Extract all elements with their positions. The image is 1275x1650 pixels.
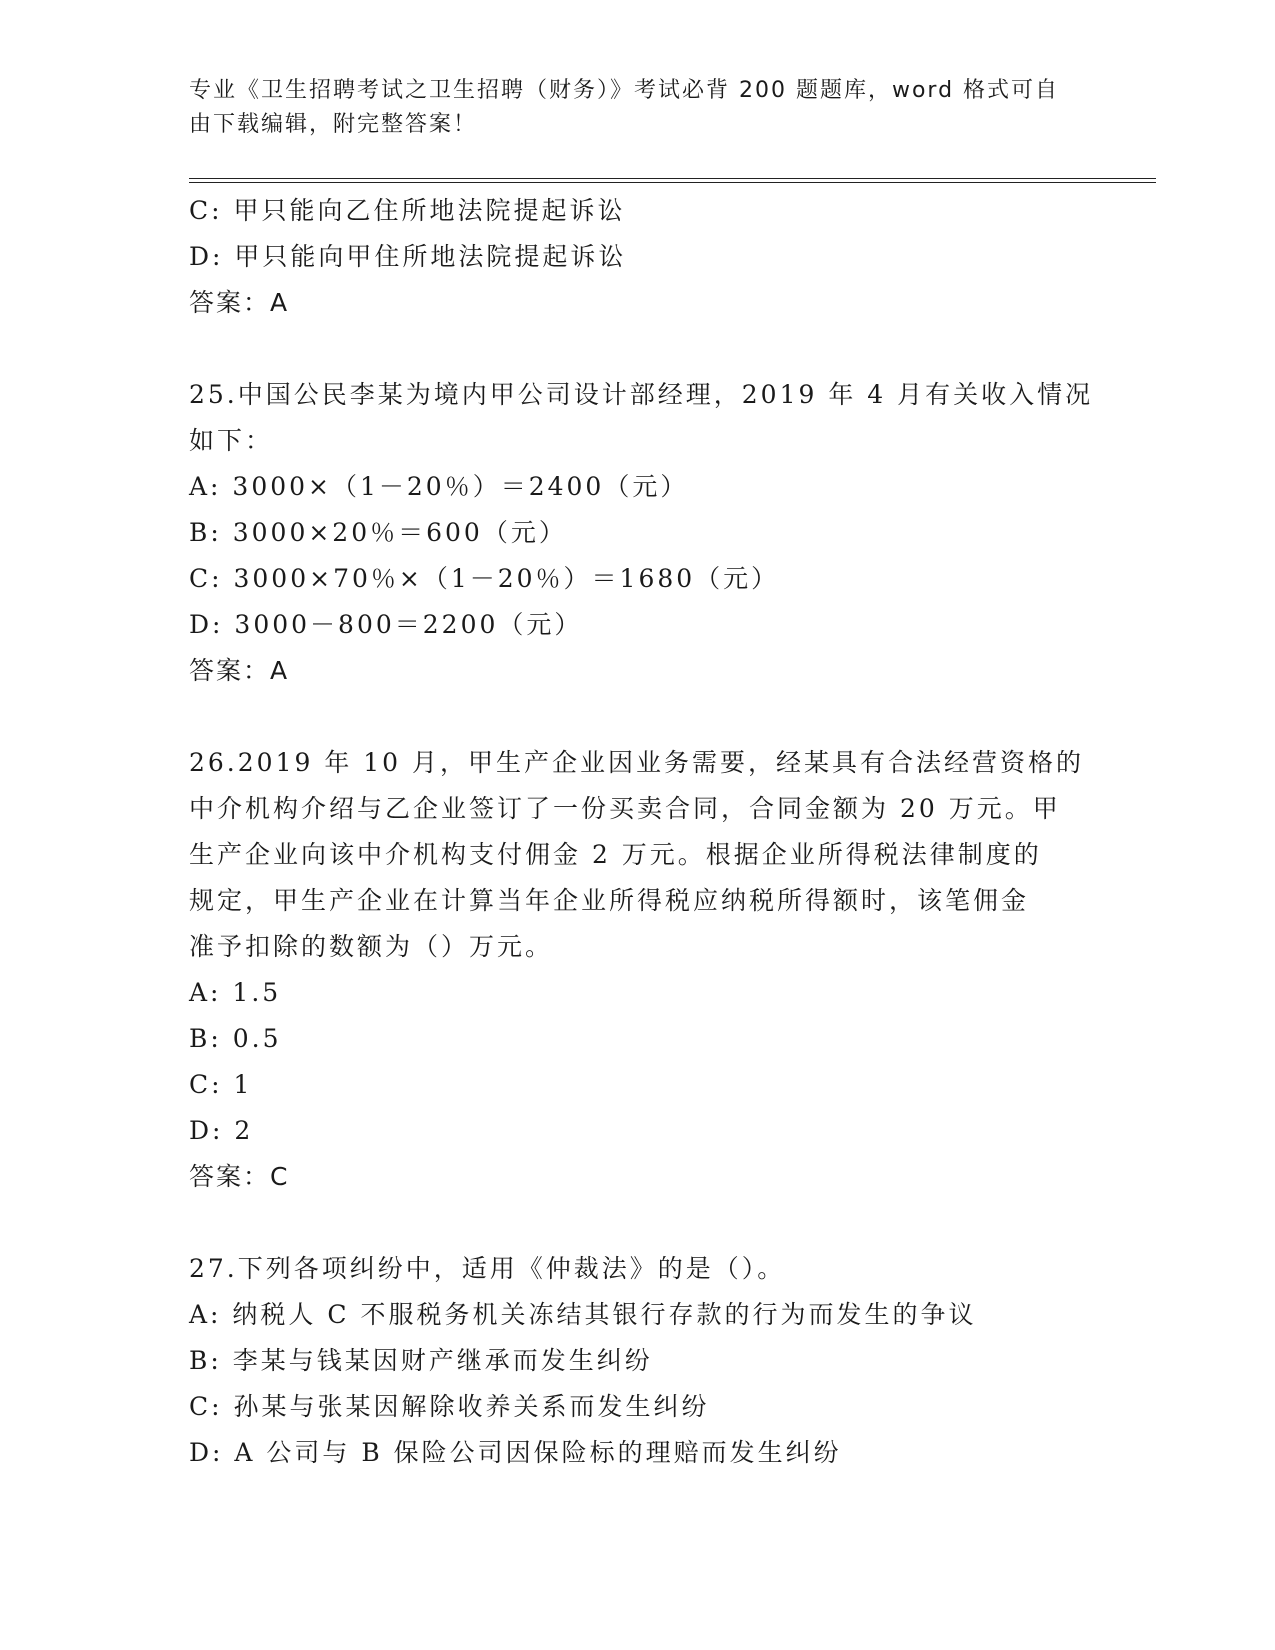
option-c: C: 3000×70％×（1－20％）＝1680（元） — [189, 564, 780, 593]
option-b: B: 3000×20％＝600（元） — [189, 518, 567, 547]
question-25 — [189, 372, 1094, 694]
option-b: B: 0.5 — [189, 1024, 282, 1053]
spacer — [189, 326, 1089, 372]
question-text-line: 如下： — [189, 426, 274, 455]
header-line-2: 由下载编辑，附完整答案！ — [189, 112, 478, 137]
spacer — [189, 1200, 1089, 1246]
option-d: D: 3000－800＝2200（元） — [189, 610, 583, 639]
header-line-1: 专业《卫生招聘考试之卫生招聘（财务）》考试必背 200 题题库，word 格式可自 — [189, 78, 1060, 103]
option-b: B: 李某与钱某因财产继承而发生纠纷 — [189, 1346, 653, 1375]
option-a: A: 纳税人 C 不服税务机关冻结其银行存款的行为而发生的争议 — [189, 1300, 977, 1329]
spacer — [189, 694, 1089, 740]
question-26 — [189, 740, 1089, 1200]
option-d: D: 甲只能向甲住所地法院提起诉讼 — [189, 242, 627, 271]
option-d: D: A 公司与 B 保险公司因保险标的理赔而发生纠纷 — [189, 1438, 842, 1467]
prev-question-block — [189, 188, 1089, 326]
option-d: D: 2 — [189, 1116, 254, 1145]
header-divider — [189, 178, 1156, 183]
question-text-line: 生产企业向该中介机构支付佣金 2 万元。根据企业所得税法律制度的 — [189, 840, 1042, 869]
option-c: C: 1 — [189, 1070, 253, 1099]
option-c: C: 孙某与张某因解除收养关系而发生纠纷 — [189, 1392, 710, 1421]
question-text-line: 规定，甲生产企业在计算当年企业所得税应纳税所得额时，该笔佣金 — [189, 886, 1030, 915]
page-header — [189, 74, 1089, 142]
answer-line: 答案：C — [189, 1162, 290, 1191]
question-text-line: 26.2019 年 10 月，甲生产企业因业务需要，经某具有合法经营资格的 — [189, 748, 1085, 777]
question-text-line: 中介机构介绍与乙企业签订了一份买卖合同，合同金额为 20 万元。甲 — [189, 794, 1061, 823]
answer-line: 答案：A — [189, 288, 290, 317]
document-body — [189, 188, 1094, 1476]
question-text-line: 27.下列各项纠纷中，适用《仲裁法》的是（）。 — [189, 1254, 786, 1283]
question-27 — [189, 1246, 1089, 1476]
answer-line: 答案：A — [189, 656, 290, 685]
option-a: A: 3000×（1－20％）＝2400（元） — [189, 472, 689, 501]
question-text-line: 25.中国公民李某为境内甲公司设计部经理，2019 年 4 月有关收入情况 — [189, 380, 1094, 409]
option-a: A: 1.5 — [189, 978, 282, 1007]
option-c: C: 甲只能向乙住所地法院提起诉讼 — [189, 196, 626, 225]
question-text-line: 准予扣除的数额为（）万元。 — [189, 932, 554, 961]
